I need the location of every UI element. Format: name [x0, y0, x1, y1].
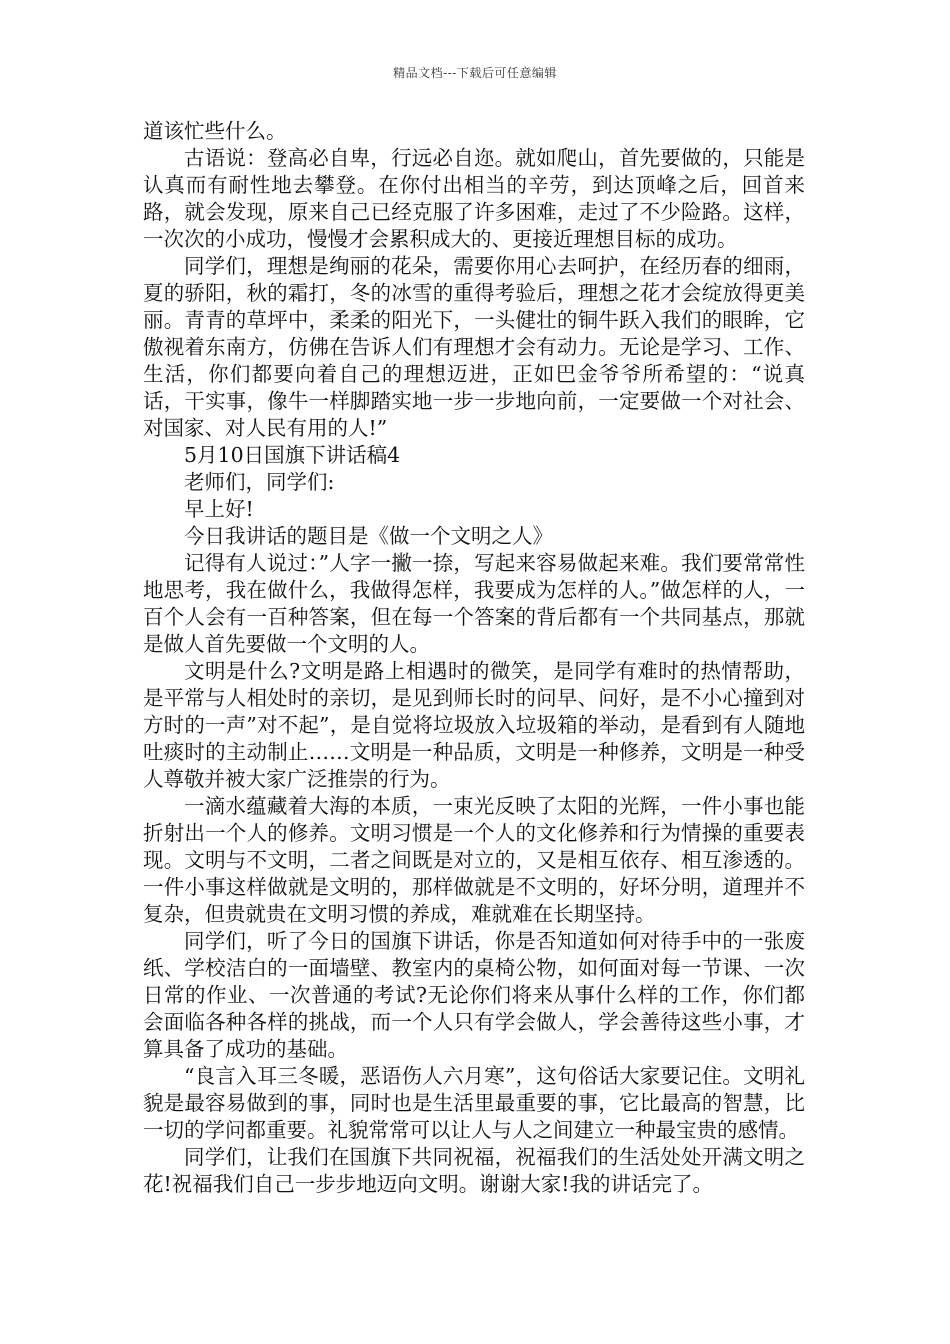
speech-topic: 今日我讲话的题目是《做一个文明之人》: [184, 524, 553, 548]
paragraph-2: 古语说：登高必自卑，行远必自迩。就如爬山，首先要做的，只能是认真而有耐性地去攀登。在你付出相当的辛劳，到达顶峰之后，回首来路，就会发现，原来自己已经克服了许多困难，走过了不少险路。这样，一次次的小成功，慢慢才会累积成大的、更接近理想目标的成功。: [143, 146, 805, 251]
document-body: [143, 118, 805, 1198]
paragraph-8: 记得有人说过：”人字一撇一捺，写起来容易做起来难。我们要常常性地思考，我在做什么，我做得怎样，我要成为怎样的人。”做怎样的人，一百个人会有一百种答案，但在每一个答案的背后都有一个共同基点，那就是做人首先要做一个文明的人。: [143, 551, 805, 656]
greeting: 早上好!: [184, 497, 254, 521]
paragraph-11: 同学们，听了今日的国旗下讲话，你是否知道如何对待手中的一张废纸、学校洁白的一面墙壁、教室内的桌椅公物，如何面对每一节课、一次日常的作业、一次普通的考试?无论你们将来从事什么样的工作，你们都会面临各种各样的挑战，而一个人只有学会做人，学会善待这些小事，才算具备了成功的基础。: [143, 929, 805, 1061]
section-title: 5月10日国旗下讲话稿4: [184, 443, 401, 467]
paragraph-13: 同学们，让我们在国旗下共同祝福，祝福我们的生活处处开满文明之花!祝福我们自己一步步地迈向文明。谢谢大家!我的讲话完了。: [143, 1145, 805, 1196]
paragraph-12: “良言入耳三冬暖，恶语伤人六月寒”，这句俗话大家要记住。文明礼貌是最容易做到的事，同时也是生活里最重要的事，它比最高的智慧，比一切的学问都重要。礼貌常常可以让人与人之间建立一种最宝贵的感情。: [143, 1064, 805, 1142]
paragraph-3: 同学们，理想是绚丽的花朵，需要你用心去呵护，在经历春的细雨，夏的骄阳，秋的霜打，冬的冰雪的重得考验后，理想之花才会绽放得更美丽。青青的草坪中，柔柔的阳光下，一头健壮的铜牛跃入我们的眼眸，它傲视着东南方，仿佛在告诉人们有理想才会有动力。无论是学习、工作、生活，你们都要向着自己的理想迈进，正如巴金爷爷所希望的：“说真话，干实事，像牛一样脚踏实地一步一步地向前，一定要做一个对社会、对国家、对人民有用的人!”: [143, 254, 805, 440]
paragraph-9: 文明是什么?文明是路上相遇时的微笑，是同学有难时的热情帮助，是平常与人相处时的亲切，是见到师长时的问早、问好，是不小心撞到对方时的一声”对不起”，是自觉将垃圾放入垃圾箱的举动，是看到有人随地吐痰时的主动制止……文明是一种品质，文明是一种修养，文明是一种受人尊敬并被大家广泛推崇的行为。: [143, 659, 805, 791]
salutation: 老师们，同学们:: [184, 470, 335, 494]
paragraph-10: 一滴水蕴藏着大海的本质，一束光反映了太阳的光辉，一件小事也能折射出一个人的修养。文明习惯是一个人的文化修养和行为情操的重要表现。文明与不文明，二者之间既是对立的，又是相互依存、相互渗透的。一件小事这样做就是文明的，那样做就是不文明的，好坏分明，道理并不复杂，但贵就贵在文明习惯的养成，难就难在长期坚持。: [143, 794, 805, 926]
page-header: 精品文档---下载后可任意编辑: [393, 66, 557, 80]
paragraph-1: 道该忙些什么。: [143, 119, 287, 143]
